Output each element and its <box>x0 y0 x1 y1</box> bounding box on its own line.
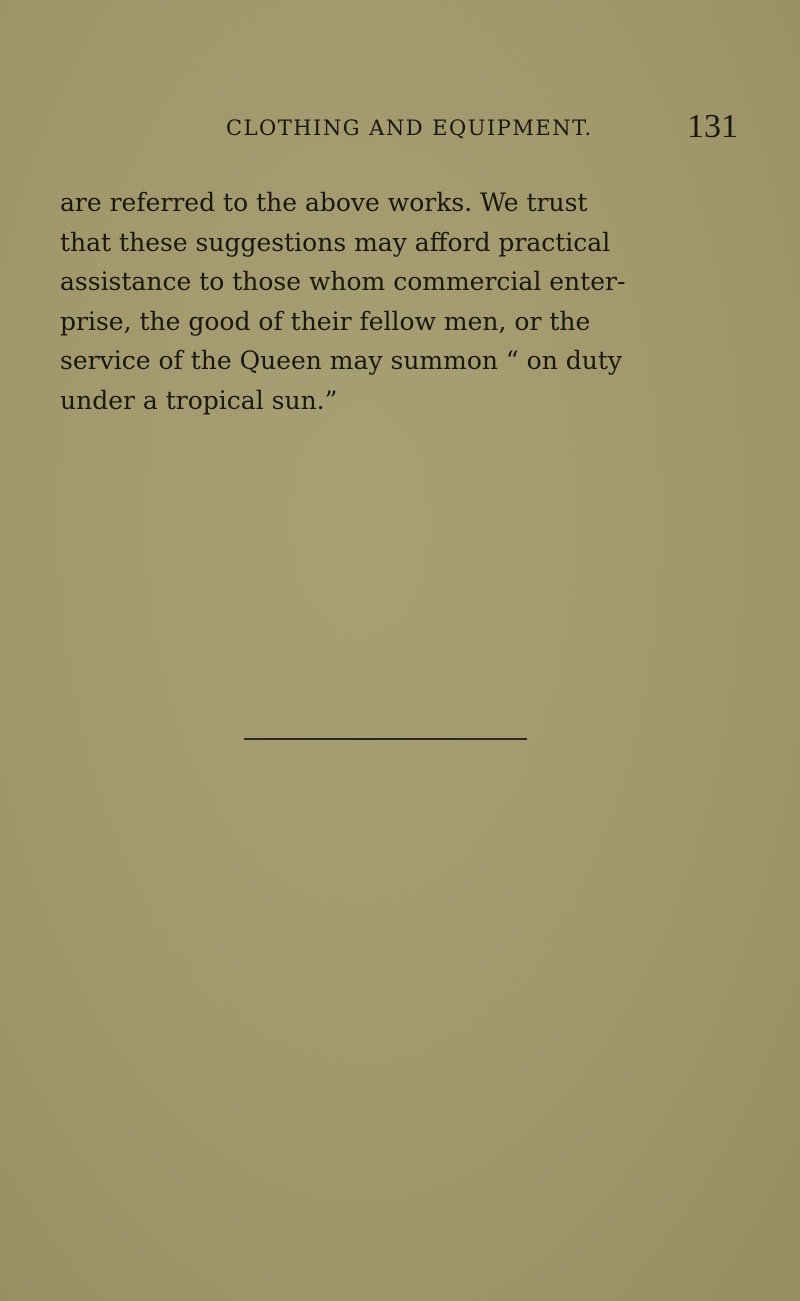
text-line: service of the Queen may summon “ on duty <box>60 346 623 375</box>
page-number: 131 <box>687 108 738 145</box>
text-line: under a tropical sun.” <box>60 385 338 415</box>
body-paragraph <box>60 183 750 420</box>
running-head <box>196 108 744 148</box>
text-line: that these suggestions may afford practical <box>60 227 611 257</box>
text-line: prise, the good of their fellow men, or the <box>60 306 591 336</box>
text-line: assistance to those whom commercial enter- <box>60 267 626 296</box>
section-divider-rule <box>244 738 527 740</box>
running-title: CLOTHING AND EQUIPMENT. <box>226 116 593 140</box>
text-line: are referred to the above works. We trust <box>60 188 588 217</box>
